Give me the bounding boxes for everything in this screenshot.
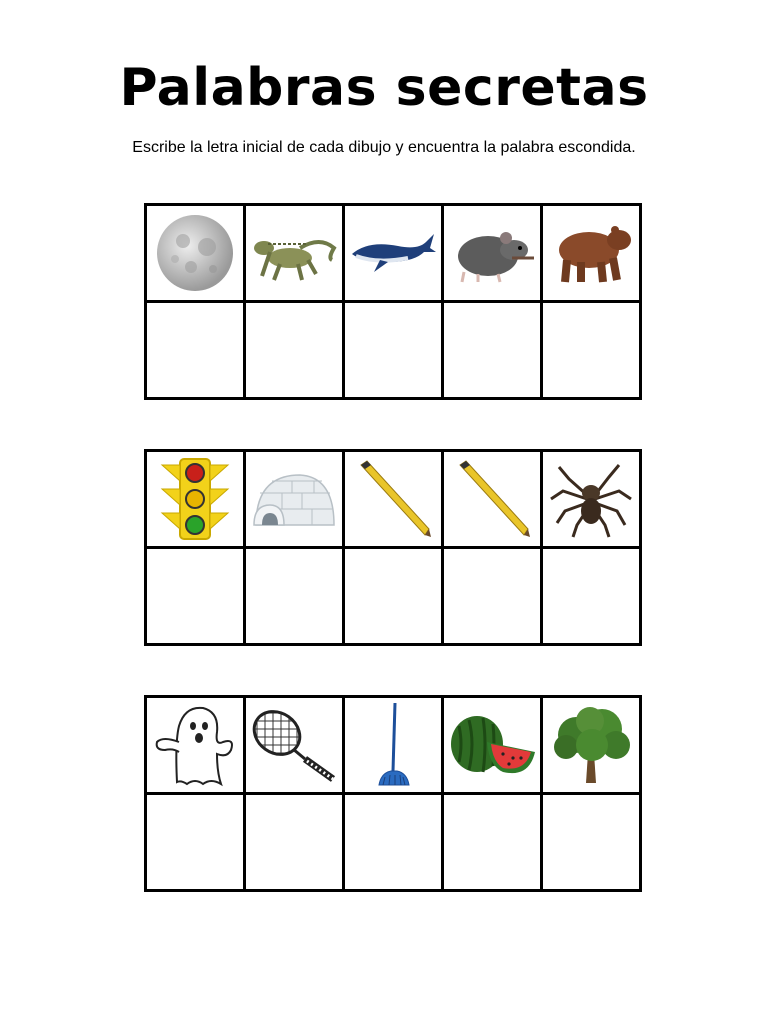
answer-row [146,548,641,645]
picture-row [146,697,641,794]
picture-row [146,451,641,548]
picture-cell [443,205,542,302]
picture-cell [542,697,641,794]
picture-cell [542,205,641,302]
answer-cell[interactable] [344,548,443,645]
igloo-icon [252,469,336,529]
picture-cell [443,451,542,548]
puzzle-grid-2 [144,449,642,646]
picture-cell [245,697,344,794]
bear-icon [547,220,635,286]
pencil-icon [452,459,532,539]
picture-cell [245,205,344,302]
iguana-icon [250,218,338,288]
spider-icon [549,459,633,539]
watermelon-icon [447,712,537,778]
answer-cell[interactable] [146,302,245,399]
broom-icon [363,701,423,789]
answer-cell[interactable] [245,302,344,399]
picture-cell [344,697,443,794]
puzzle-grid-1 [144,203,642,400]
pencil-icon [353,459,433,539]
answer-cell[interactable] [245,548,344,645]
answer-cell[interactable] [245,794,344,891]
ghost-icon [153,702,237,788]
picture-cell [146,205,245,302]
whale-icon [348,228,438,278]
answer-cell[interactable] [542,794,641,891]
answer-cell[interactable] [146,794,245,891]
answer-row [146,794,641,891]
answer-cell[interactable] [443,794,542,891]
traffic-light-icon [160,457,230,541]
answer-cell[interactable] [146,548,245,645]
puzzle-grid-3 [144,695,642,892]
picture-cell [542,451,641,548]
picture-cell [146,697,245,794]
answer-cell[interactable] [443,548,542,645]
picture-cell [443,697,542,794]
answer-row [146,302,641,399]
tennis-racket-icon [249,703,339,787]
rat-icon [448,218,536,288]
moon-icon [153,213,237,293]
answer-cell[interactable] [443,302,542,399]
page-title: Palabras secretas [119,58,649,118]
answer-cell[interactable] [344,302,443,399]
picture-cell [344,451,443,548]
instructions-text: Escribe la letra inicial de cada dibujo y encuentra la palabra escondida. [132,139,636,156]
picture-cell [344,205,443,302]
answer-cell[interactable] [542,548,641,645]
picture-row [146,205,641,302]
tree-icon [546,705,636,785]
answer-cell[interactable] [542,302,641,399]
picture-cell [146,451,245,548]
picture-cell [245,451,344,548]
answer-cell[interactable] [344,794,443,891]
